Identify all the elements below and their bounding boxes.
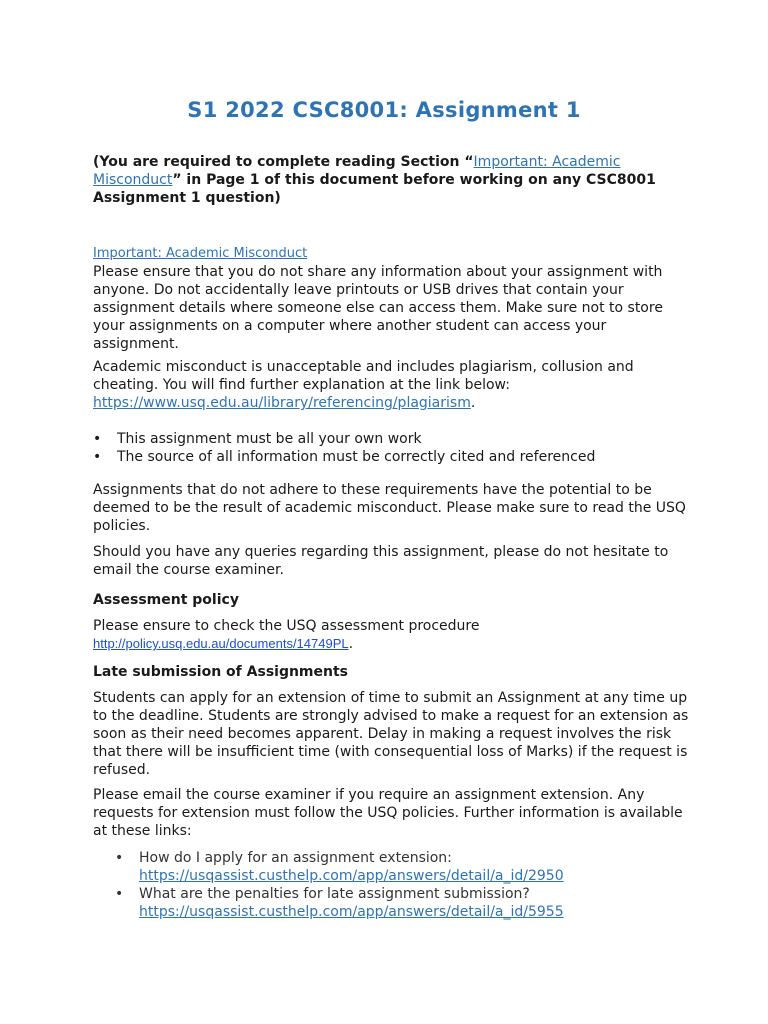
page-title: S1 2022 CSC8001: Assignment 1: [187, 98, 581, 122]
extension-apply-link[interactable]: https://usqassist.custhelp.com/app/answers/detail/a_id/2950: [139, 868, 564, 884]
plagiarism-link[interactable]: https://www.usq.edu.au/library/referencing/plagiarism: [93, 395, 471, 411]
bullet-icon: •: [115, 886, 124, 902]
late-para-2: Please email the course examiner if you require an assignment extension. Any requests for extension must follow the USQ policies. Further information is available at these links:: [93, 787, 683, 839]
misconduct-para-3: Assignments that do not adhere to these requirements have the potential to be deemed to be the result of academic misconduct. Please make sure to read the USQ policies.: [93, 482, 686, 534]
misconduct-para-1: Please ensure that you do not share any information about your assignment with anyone. Do not accidentally leave printouts or USB drives that contain your assignment details where someone else can access them. Make sure not to store your assignments on a computer where another student can access your assignment.: [93, 264, 663, 352]
bullet-icon: •: [115, 850, 124, 866]
misconduct-para-2: Academic misconduct is unacceptable and includes plagiarism, collusion and cheating. You will find further explanation at the link below: https://www.usq.edu.au/library/referencing/plagiarism.: [93, 359, 634, 411]
list-item: • This assignment must be all your own work: [93, 431, 422, 447]
misconduct-bullets: [93, 430, 693, 466]
assessment-heading: Assessment policy: [93, 592, 239, 608]
misconduct-heading-link[interactable]: Important: Academic Misconduct: [93, 246, 308, 261]
late-heading: Late submission of Assignments: [93, 664, 349, 680]
list-item: • The source of all information must be correctly cited and referenced: [93, 449, 596, 465]
extension-links: [93, 849, 693, 921]
late-para-1: Students can apply for an extension of time to submit an Assignment at any time up to the deadline. Students are strongly advised to make a request for an extension as soon as their need becomes apparent. Delay in making a request involves the risk that there will be insufficient time (with consequential loss of Marks) if the request is refused.: [93, 690, 689, 778]
late-penalties-link[interactable]: https://usqassist.custhelp.com/app/answers/detail/a_id/5955: [139, 904, 564, 920]
assessment-text: Please ensure to check the USQ assessment procedure http://policy.usq.edu.au/documents/14749PL.: [93, 618, 480, 652]
list-item: • What are the penalties for late assignment submission? https://usqassist.custhelp.com/app/answers/detail/a_id/5955: [115, 886, 564, 920]
list-item: • How do I apply for an assignment extension: https://usqassist.custhelp.com/app/answers/detail/a_id/2950: [115, 850, 564, 884]
misconduct-section: [93, 244, 693, 353]
assessment-policy-link[interactable]: http://policy.usq.edu.au/documents/14749PL: [93, 636, 349, 651]
academic-misconduct-link[interactable]: Important: Academic Misconduct: [93, 154, 621, 188]
misconduct-para-4: Should you have any queries regarding this assignment, please do not hesitate to email the course examiner.: [93, 544, 669, 578]
bullet-icon: •: [93, 431, 102, 447]
reading-notice: (You are required to complete reading Section “Important: Academic Misconduct” in Page 1 of this document before working on any CSC8001 Assignment 1 question): [93, 154, 656, 206]
bullet-icon: •: [93, 449, 102, 465]
